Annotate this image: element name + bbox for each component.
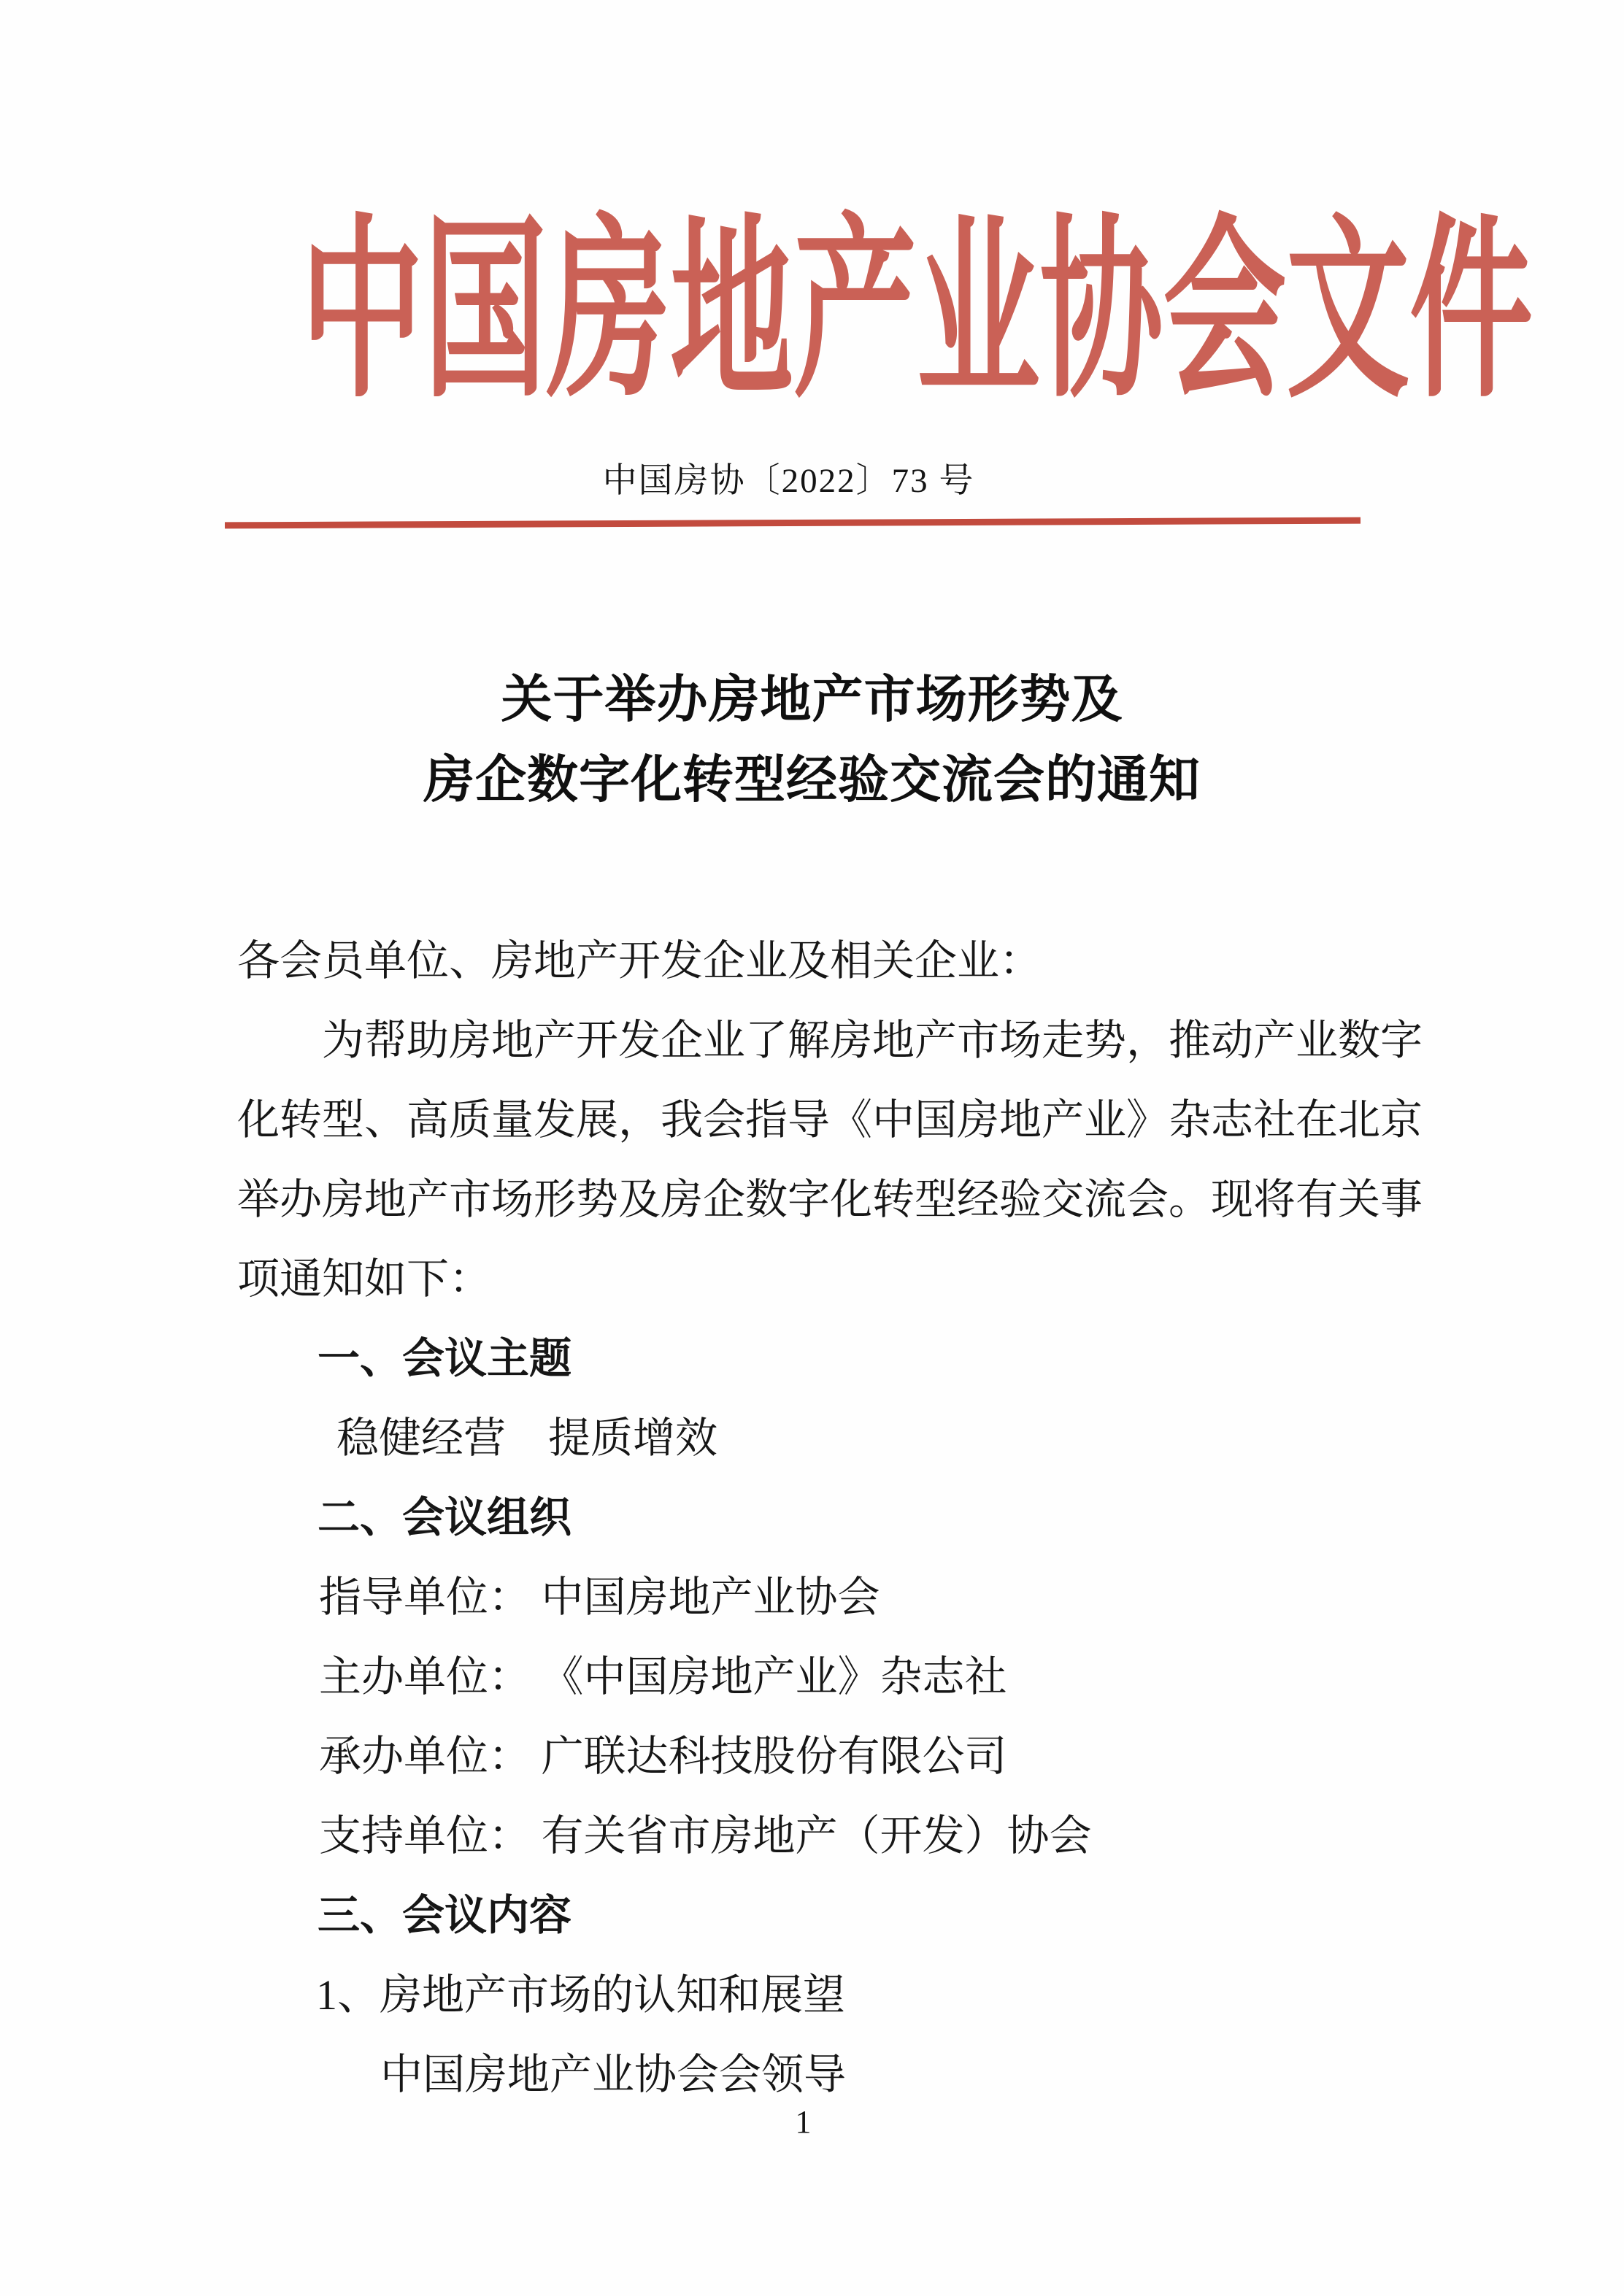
- section-heading-2: 二、会议组织: [318, 1494, 572, 1541]
- document-body: [237, 921, 1423, 2114]
- paragraph-line: 举办房地产市场形势及房企数字化转型经验交流会。现将有关事: [237, 1176, 1423, 1223]
- section-heading-3: 三、会议内容: [318, 1892, 572, 1939]
- red-divider-rule: [225, 517, 1361, 529]
- agenda-item-line: 1、房地产市场的认知和展望: [316, 1971, 846, 2019]
- document-number: 中国房协〔2022〕73 号: [602, 462, 975, 500]
- salutation-line: 各会员单位、房地产开发企业及相关企业：: [237, 937, 1042, 985]
- section-heading-1: 一、会议主题: [318, 1335, 572, 1382]
- agenda-speaker-line: 中国房地产业协会会领导: [380, 2051, 847, 2098]
- meeting-theme-line: 稳健经营 提质增效: [336, 1414, 718, 1462]
- masthead-title: 中国房地产业协会文件: [300, 204, 1533, 420]
- page-number: 1: [795, 2104, 812, 2140]
- org-line-organizer: 承办单位： 广联达科技股份有限公司: [319, 1733, 1007, 1780]
- notice-title-line-1: 关于举办房地产市场形势及: [501, 672, 1123, 728]
- paragraph-line: 化转型、高质量发展，我会指导《中国房地产业》杂志社在北京: [237, 1096, 1423, 1144]
- org-line-host: 主办单位： 《中国房地产业》杂志社: [319, 1653, 1007, 1700]
- notice-title: [0, 660, 1624, 821]
- paragraph-line: 为帮助房地产开发企业了解房地产市场走势，推动产业数字: [322, 1017, 1423, 1064]
- org-line-support: 支持单位： 有关省市房地产（开发）协会: [319, 1812, 1092, 1860]
- paragraph-line: 项通知如下：: [237, 1255, 492, 1303]
- org-line-guidance: 指导单位： 中国房地产业协会: [319, 1573, 880, 1621]
- notice-title-line-2: 房企数字化转型经验交流会的通知: [423, 752, 1201, 809]
